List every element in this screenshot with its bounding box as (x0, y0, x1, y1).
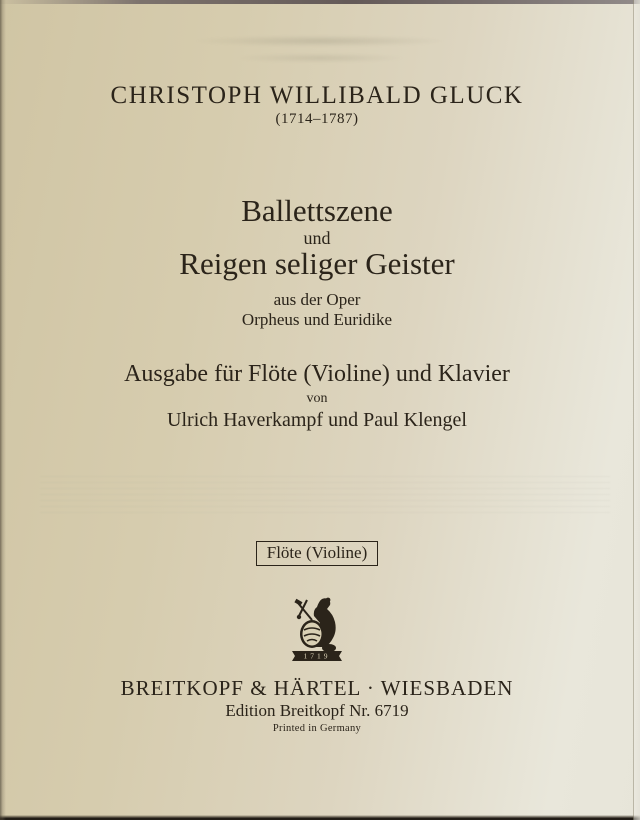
scan-edge-top (0, 0, 640, 4)
opera-source-line2: Orpheus und Euridike (241, 310, 393, 329)
work-title-line1: Ballettszene (241, 193, 393, 228)
edition-number: Edition Breitkopf Nr. 6719 (225, 701, 409, 720)
scan-edge-bottom (0, 815, 640, 820)
composer-dates: (1714–1787) (275, 111, 359, 127)
publisher-logo (0, 596, 634, 667)
arranger-prefix: von (306, 391, 328, 406)
printed-in-germany: Printed in Germany (272, 723, 362, 734)
scan-edge-right (634, 0, 640, 820)
breitkopf-bear-emblem (288, 596, 346, 662)
arranger-names: Ulrich Haverkampf und Paul Klengel (167, 409, 467, 431)
logo-year: 1719 (303, 651, 331, 661)
work-title-connector: und (303, 228, 331, 248)
opera-source-line1: aus der Oper (273, 290, 361, 309)
part-label: Flöte (Violine) (256, 541, 379, 566)
scan-edge-right-line (633, 0, 634, 820)
part-label-box (0, 541, 634, 566)
arrangement-title: Ausgabe für Flöte (Violine) und Klavier (124, 361, 510, 387)
work-title-line2: Reigen seliger Geister (179, 246, 455, 281)
scan-edge-left (0, 0, 6, 820)
publisher-name: BREITKOPF & HÄRTEL · WIESBADEN (120, 676, 514, 700)
composer-name: CHRISTOPH WILLIBALD GLUCK (110, 82, 524, 109)
